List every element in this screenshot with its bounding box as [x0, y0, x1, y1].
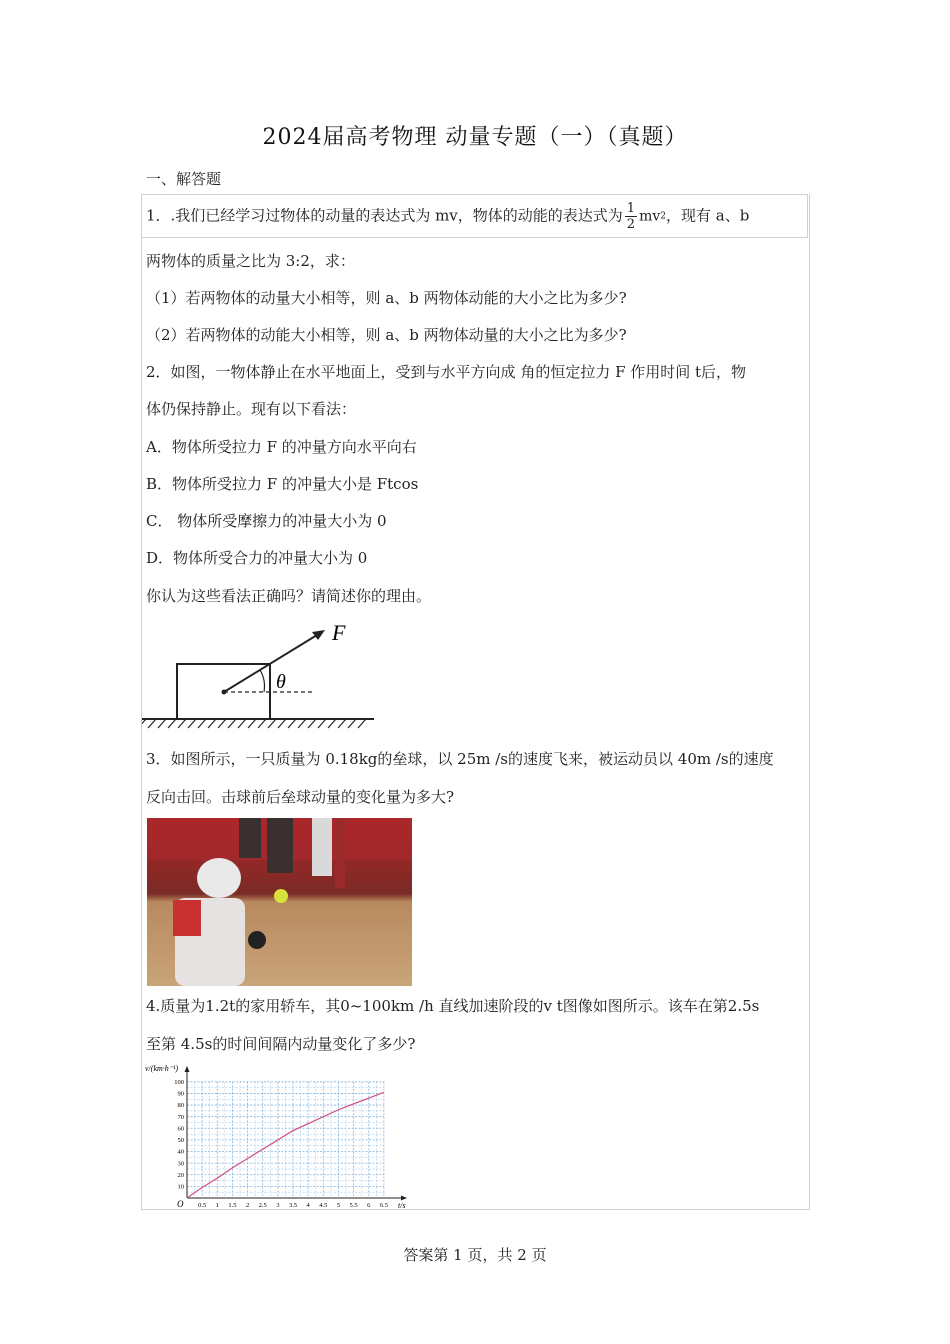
q2-option-d: D．物体所受合力的冲量大小为 0: [146, 549, 368, 567]
red-sleeve: [173, 900, 201, 936]
force-point: [222, 690, 227, 695]
x-tick-labels: [198, 1202, 388, 1209]
x-axis-arrow: [401, 1196, 407, 1201]
y-tick-label: 80: [177, 1102, 184, 1110]
y-tick-label: 30: [177, 1160, 184, 1168]
theta-label: θ: [276, 671, 286, 693]
y-tick-label: 60: [177, 1125, 184, 1133]
q1-text-c: ，现有 a、b: [665, 206, 750, 225]
x-tick-label: 1: [215, 1202, 219, 1209]
q4-line-1: 4.质量为1.2t的家用轿车，其0~100km /h 直线加速阶段的v t图像如图所示。该车在第2.5s: [146, 997, 760, 1015]
x-tick-label: 6: [367, 1202, 371, 1209]
x-tick-label: 5.5: [349, 1202, 358, 1209]
glove: [248, 931, 266, 949]
frac-numerator: 1: [626, 201, 636, 216]
q3-line-1: 3．如图所示，一只质量为 0.18kg的垒球，以 25m /s的速度飞来，被运动员以 40m /s的速度: [146, 750, 774, 768]
chart-grid: [187, 1082, 384, 1198]
q1-sub-1: （1）若两物体的动量大小相等，则 a、b 两物体动能的大小之比为多少?: [146, 289, 627, 307]
y-tick-label: 70: [177, 1113, 184, 1121]
x-tick-label: 6.5: [379, 1202, 388, 1209]
q1-line-1: [146, 202, 749, 231]
y-tick-label: 20: [177, 1171, 184, 1179]
x-axis-label: t/s: [398, 1201, 406, 1210]
y-axis-label: v/(km·h⁻¹): [145, 1064, 179, 1073]
x-tick-label: 4: [306, 1202, 310, 1209]
y-tick-label: 100: [174, 1079, 184, 1087]
q1-sub-2: （2）若两物体的动能大小相等，则 a、b 两物体动量的大小之比为多少?: [146, 326, 627, 344]
force-label: F: [332, 620, 346, 645]
q1-superscript: 2: [660, 211, 666, 222]
page-title: 2024届高考物理 动量专题（一）（真题）: [262, 125, 688, 150]
q2-option-b: B．物体所受拉力 F 的冲量大小是 Ftcos: [146, 475, 419, 493]
q3-line-2: 反向击回。击球前后垒球动量的变化量为多大?: [146, 788, 455, 806]
frac-denominator: 2: [626, 217, 636, 232]
x-tick-label: 3: [276, 1202, 280, 1209]
vt-chart: [143, 1062, 408, 1212]
helmet: [197, 858, 241, 898]
q1-text-a: 1．.我们已经学习过物体的动量的表达式为 mv，物体的动能的表达式为: [146, 206, 623, 225]
q1-mv: mv: [639, 208, 661, 225]
x-tick-label: 1.5: [228, 1202, 237, 1209]
softball: [274, 889, 288, 903]
q2-line-1: 2．如图，一物体静止在水平地面上，受到与水平方向成 角的恒定拉力 F 作用时间 t后，物: [146, 363, 747, 381]
x-tick-label: 0.5: [198, 1202, 207, 1209]
origin-label: O: [177, 1199, 184, 1209]
q2-question: 你认为这些看法正确吗？请简述你的理由。: [146, 587, 432, 605]
fraction-half: [625, 202, 637, 231]
q1-line-2: 两物体的质量之比为 3:2，求：: [146, 252, 355, 270]
y-tick-label: 90: [177, 1090, 184, 1098]
q2-option-a: A．物体所受拉力 F 的冲量方向水平向右: [146, 438, 417, 456]
q2-line-2: 体仍保持静止。现有以下看法：: [146, 400, 357, 418]
y-tick-label: 10: [177, 1183, 184, 1191]
x-tick-label: 2: [245, 1202, 250, 1209]
x-tick-label: 5: [336, 1202, 341, 1209]
page-footer: 答案第 1 页，共 2 页: [403, 1246, 547, 1264]
y-tick-labels: [174, 1079, 184, 1191]
q4-line-2: 至第 4.5s的时间间隔内动量变化了多少?: [146, 1035, 416, 1053]
force-diagram: [142, 618, 377, 733]
x-tick-label: 4.5: [319, 1202, 328, 1209]
y-tick-label: 40: [177, 1148, 184, 1156]
y-axis-arrow: [185, 1066, 190, 1072]
force-arrowhead: [312, 630, 325, 640]
section-heading: 一、解答题: [146, 170, 222, 188]
y-tick-label: 50: [177, 1137, 184, 1145]
x-tick-label: 3.5: [288, 1202, 298, 1209]
x-tick-label: 2.5: [258, 1202, 267, 1209]
ground-hatching: [142, 719, 366, 728]
angle-arc: [260, 670, 265, 692]
q2-option-c: C． 物体所受摩擦力的冲量大小为 0: [146, 512, 387, 530]
softball-photo: [147, 818, 412, 986]
